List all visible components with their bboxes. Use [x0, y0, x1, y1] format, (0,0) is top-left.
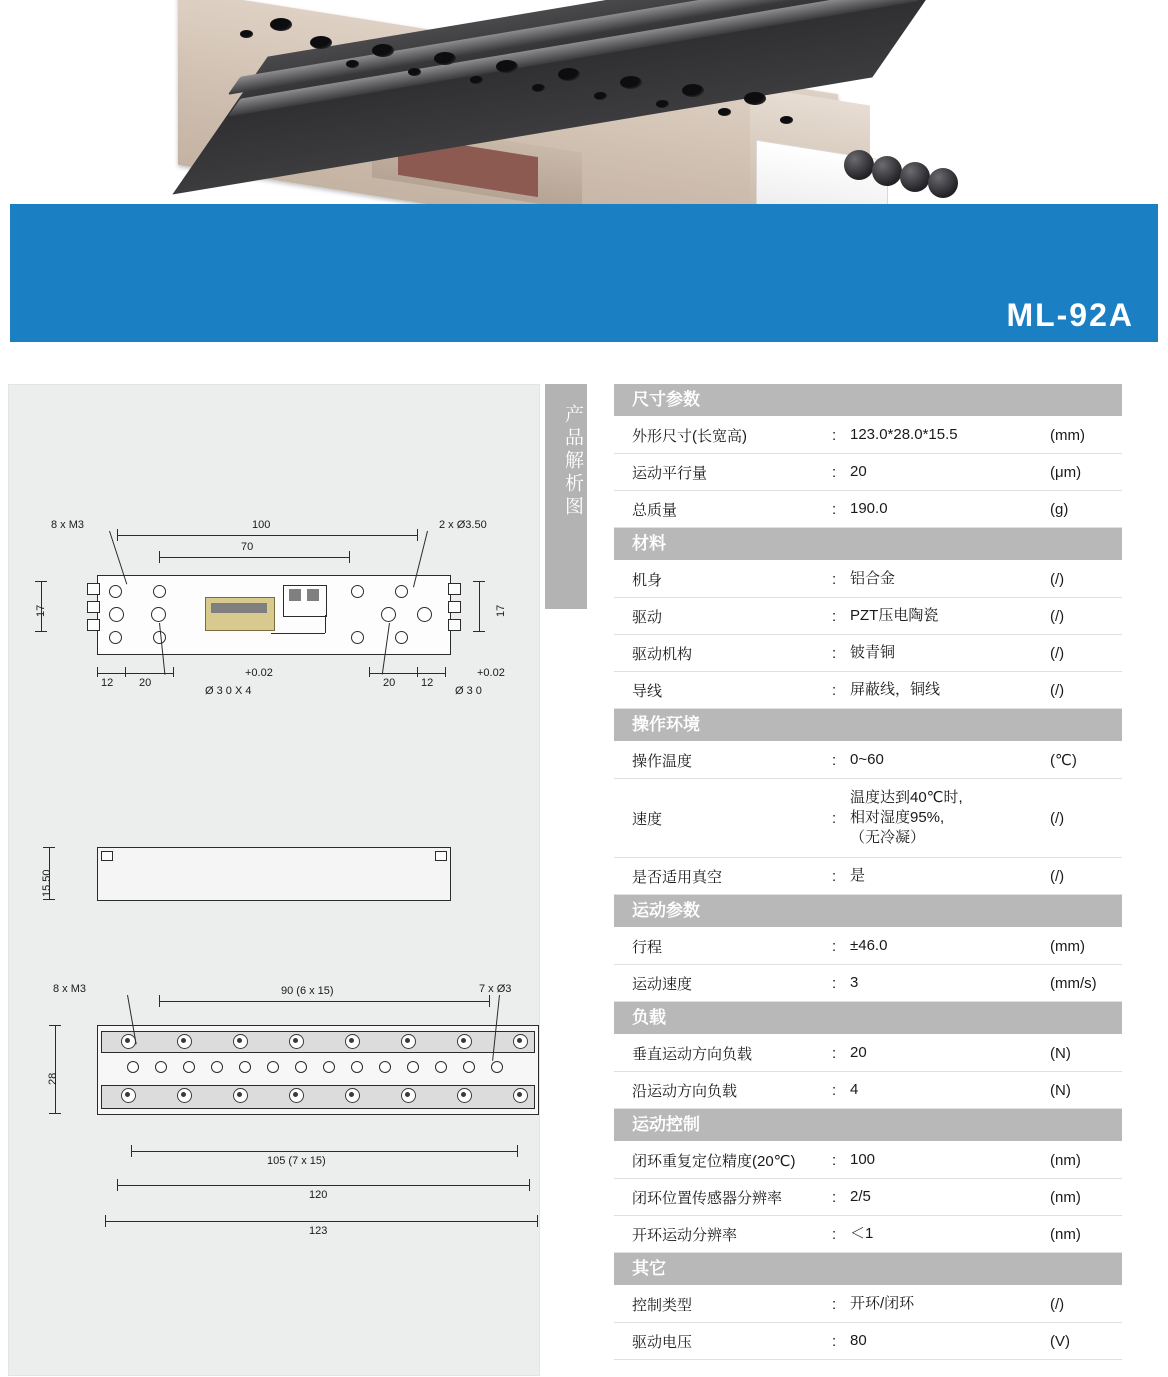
dim-100: 100: [252, 519, 271, 531]
spec-colon: :: [832, 644, 837, 662]
spec-section-header: 尺寸参数: [614, 384, 1122, 416]
spec-unit: (/): [1050, 607, 1065, 625]
spec-section-header: 材料: [614, 528, 1122, 560]
spec-value: PZT压电陶瓷: [850, 606, 939, 624]
spec-label: 总质量: [632, 501, 678, 519]
spec-unit: (N): [1050, 1044, 1071, 1062]
spec-row: [614, 672, 1122, 709]
spec-value: 铝合金: [850, 569, 896, 587]
spec-value: 2/5: [850, 1187, 871, 1205]
spec-row: [614, 1179, 1122, 1216]
spec-unit: (nm): [1050, 1188, 1081, 1206]
spec-section-header: 其它: [614, 1253, 1122, 1285]
tol-right-value: Ø 3 0: [455, 685, 482, 697]
section-tab-product-drawing: [545, 384, 587, 609]
spec-unit: (/): [1050, 1295, 1065, 1313]
spec-label: 速度: [632, 810, 663, 828]
dim-15-50: 15.50: [41, 869, 53, 897]
piezo-endcap: [844, 150, 874, 180]
spec-value: 铍青铜: [850, 643, 896, 661]
spec-colon: :: [832, 867, 837, 885]
dim-70: 70: [241, 541, 254, 553]
spec-row: [614, 742, 1122, 779]
spec-label: 驱动: [632, 608, 663, 626]
spec-value-multiline: [850, 788, 1050, 849]
spec-label: 机身: [632, 571, 663, 589]
spec-unit: (g): [1050, 500, 1069, 518]
spec-value: 80: [850, 1331, 867, 1349]
spec-value: 20: [850, 1043, 867, 1061]
spec-unit: (μm): [1050, 463, 1082, 481]
spec-row: [614, 1323, 1122, 1360]
spec-unit: (/): [1050, 809, 1065, 827]
spec-section-header: 运动控制: [614, 1109, 1122, 1141]
spec-label: 导线: [632, 682, 663, 700]
spec-value: 4: [850, 1080, 859, 1098]
spec-colon: :: [832, 570, 837, 588]
spec-colon: :: [832, 1044, 837, 1062]
tol-right-top: +0.02: [477, 667, 505, 679]
spec-label: 外形尺寸(长宽高): [632, 427, 747, 445]
spec-unit: (mm/s): [1050, 974, 1097, 992]
spec-label: 驱动机构: [632, 645, 693, 663]
piezo-endcap: [872, 156, 902, 186]
spec-value: 是: [850, 866, 866, 884]
piezo-endcap: [900, 162, 930, 192]
spec-row: [614, 965, 1122, 1002]
spec-row: [614, 1035, 1122, 1072]
spec-label: 运动平行量: [632, 464, 708, 482]
spec-row: [614, 1142, 1122, 1179]
spec-row: [614, 1216, 1122, 1253]
spec-colon: :: [832, 1081, 837, 1099]
spec-label: 操作温度: [632, 752, 693, 770]
dim-12-right: 12: [421, 677, 434, 689]
spec-row: [614, 928, 1122, 965]
spec-colon: :: [832, 1332, 837, 1350]
spec-section-header: 负载: [614, 1002, 1122, 1034]
spec-row: [614, 1286, 1122, 1323]
spec-section-header: 操作环境: [614, 709, 1122, 741]
spec-label: 开环运动分辨率: [632, 1226, 738, 1244]
note-8xM3-bottom: 8 x M3: [53, 983, 87, 995]
specification-table: [614, 384, 1122, 1360]
spec-value: 100: [850, 1150, 876, 1168]
spec-unit: (N): [1050, 1081, 1071, 1099]
spec-value: 190.0: [850, 499, 888, 517]
tol-left-top: +0.02: [245, 667, 273, 679]
spec-unit: (nm): [1050, 1225, 1081, 1243]
dim-12-left: 12: [101, 677, 114, 689]
section-tab-label: 产品解析图: [562, 404, 584, 519]
spec-section-header: 运动参数: [614, 895, 1122, 927]
spec-row: [614, 561, 1122, 598]
spec-value: 屏蔽线，铜线: [850, 680, 941, 698]
spec-label: 闭环位置传感器分辨率: [632, 1189, 783, 1207]
spec-row: [614, 858, 1122, 895]
spec-label: 沿运动方向负载: [632, 1082, 738, 1100]
spec-label: 闭环重复定位精度(20℃): [632, 1152, 796, 1170]
spec-colon: :: [832, 607, 837, 625]
technical-drawing-panel: [8, 384, 540, 1376]
spec-unit: (mm): [1050, 937, 1085, 955]
spec-unit: (nm): [1050, 1151, 1081, 1169]
spec-unit: (/): [1050, 867, 1065, 885]
spec-row: [614, 1072, 1122, 1109]
spec-row: [614, 454, 1122, 491]
spec-unit: (/): [1050, 570, 1065, 588]
spec-unit: (/): [1050, 681, 1065, 699]
note-7xD3: 7 x Ø3: [479, 983, 512, 995]
spec-value: 0~60: [850, 750, 884, 768]
spec-colon: :: [832, 974, 837, 992]
tol-left-value: Ø 3 0 X 4: [205, 685, 252, 697]
dim-20-right: 20: [383, 677, 396, 689]
spec-value: 123.0*28.0*15.5: [850, 425, 958, 443]
spec-unit: (V): [1050, 1332, 1070, 1350]
spec-unit: (℃): [1050, 752, 1077, 769]
dim-20-left: 20: [139, 677, 152, 689]
dim-105: 105 (7 x 15): [267, 1155, 326, 1167]
spec-value: 3: [850, 973, 859, 991]
spec-value-line: 温度达到40℃时,: [850, 788, 963, 806]
dim-17-right: 17: [495, 604, 507, 617]
spec-row: [614, 598, 1122, 635]
spec-colon: :: [832, 681, 837, 699]
spec-label: 是否适用真空: [632, 868, 723, 886]
note-8xM3: 8 x M3: [51, 519, 85, 531]
dim-120: 120: [309, 1189, 328, 1201]
hero-color-band: [10, 204, 1158, 342]
hero-banner: [0, 0, 1168, 352]
dim-90: 90 (6 x 15): [281, 985, 334, 997]
spec-label: 控制类型: [632, 1296, 693, 1314]
spec-colon: :: [832, 463, 837, 481]
spec-colon: :: [832, 809, 837, 827]
spec-value: 20: [850, 462, 867, 480]
spec-label: 运动速度: [632, 975, 693, 993]
dim-123: 123: [309, 1225, 328, 1237]
spec-label: 行程: [632, 938, 663, 956]
spec-label: 驱动电压: [632, 1333, 693, 1351]
piezo-endcap: [928, 168, 958, 198]
spec-colon: :: [832, 1225, 837, 1243]
spec-colon: :: [832, 426, 837, 444]
spec-colon: :: [832, 1151, 837, 1169]
side-view-outline: [97, 847, 451, 901]
spec-row: [614, 635, 1122, 672]
spec-colon: :: [832, 937, 837, 955]
product-model-label: ML-92A: [1006, 297, 1134, 333]
spec-colon: :: [832, 1295, 837, 1313]
spec-colon: :: [832, 1188, 837, 1206]
spec-value: ＜1: [850, 1224, 874, 1242]
spec-unit: (/): [1050, 644, 1065, 662]
spec-label: 垂直运动方向负载: [632, 1045, 753, 1063]
spec-value: 开环/闭环: [850, 1294, 915, 1312]
spec-unit: (mm): [1050, 426, 1085, 444]
spec-row: [614, 417, 1122, 454]
dim-28: 28: [47, 1072, 59, 1085]
spec-colon: :: [832, 751, 837, 769]
spec-value: ±46.0: [850, 936, 888, 954]
note-2xD350: 2 x Ø3.50: [439, 519, 487, 531]
spec-row: [614, 491, 1122, 528]
spec-colon: :: [832, 500, 837, 518]
spec-value-line: 相对湿度95%,: [850, 808, 945, 826]
dim-17-left: 17: [35, 604, 47, 617]
lower-section: [0, 352, 1168, 1377]
spec-value-line: （无冷凝）: [850, 829, 926, 847]
spec-row: [614, 779, 1122, 858]
